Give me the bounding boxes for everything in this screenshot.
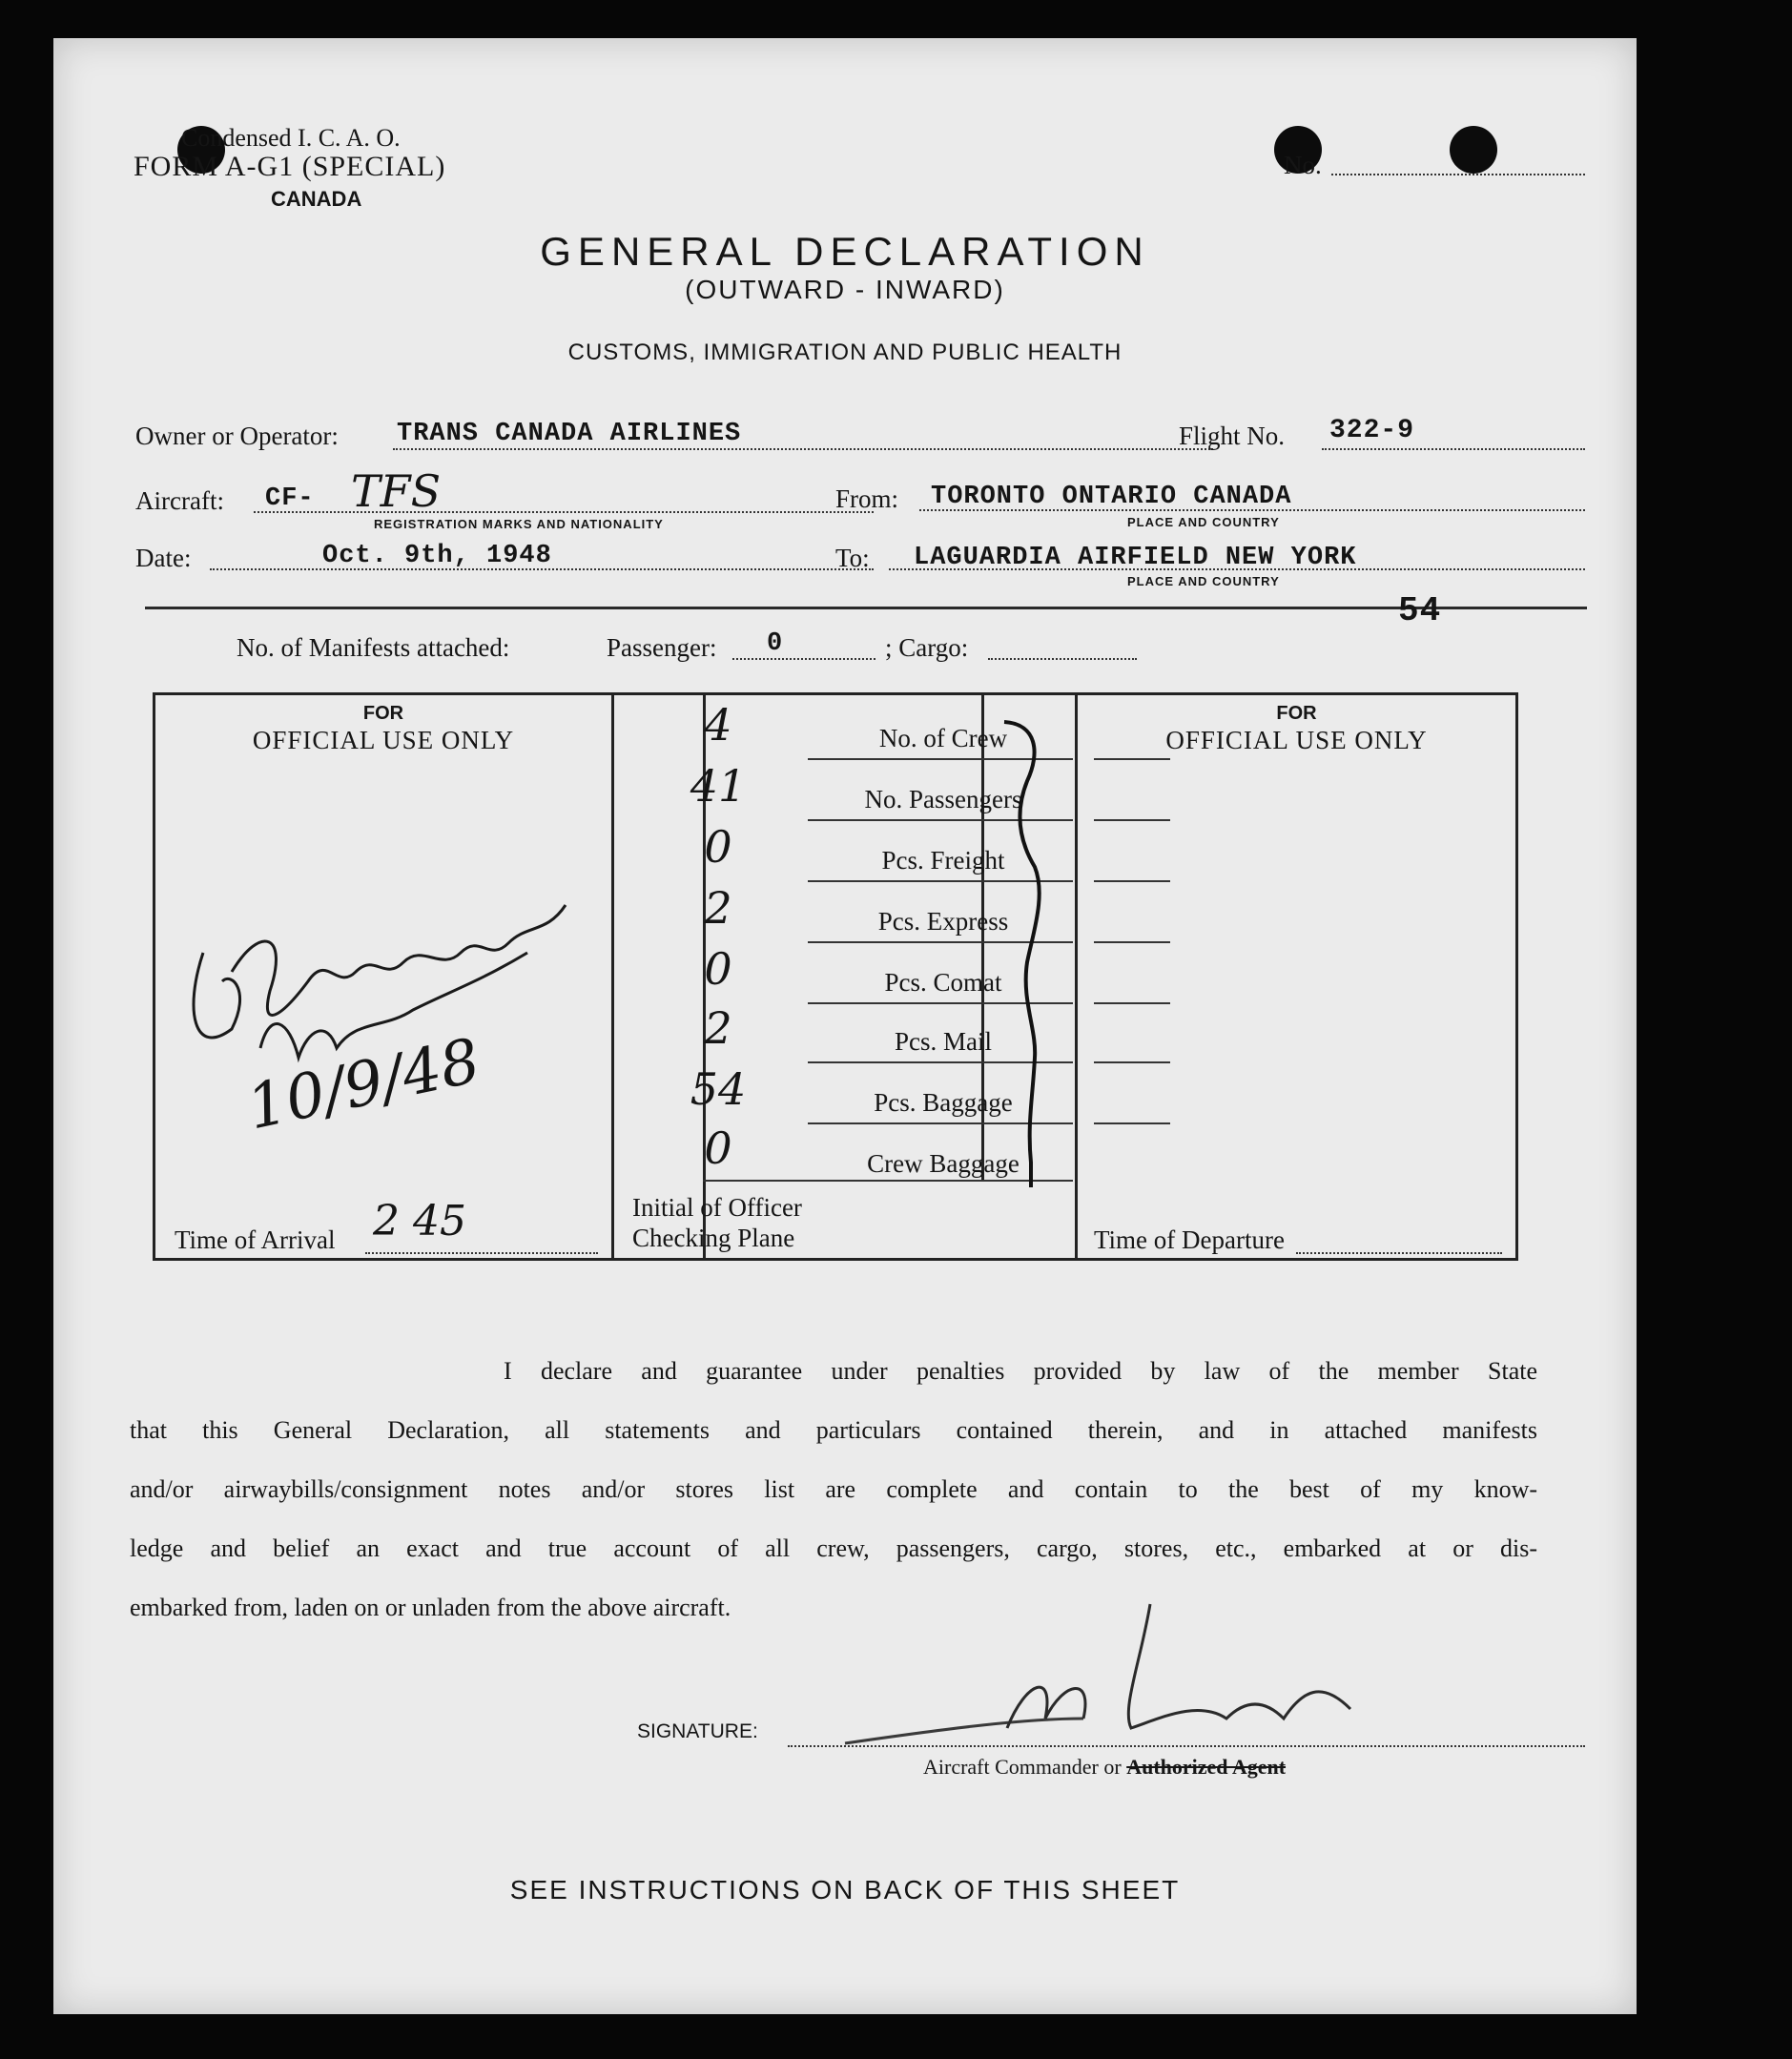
row-line-right [1094,1002,1170,1004]
passengers-label: No. Passengers [864,785,1022,813]
date-field [210,568,874,570]
row-line-right [1094,880,1170,882]
passenger-value[interactable]: 0 [767,629,784,658]
time-departure-field [1296,1252,1502,1254]
initial-label-1: Initial of Officer [632,1193,802,1222]
row-line-right [1094,819,1170,821]
to-field [889,568,1585,570]
row-line-right [1094,758,1170,760]
aircraft-field [254,511,874,513]
owner-label: Owner or Operator: [135,422,339,450]
official-handwriting [165,867,613,1182]
footer-instructions: SEE INSTRUCTIONS ON BACK OF THIS SHEET [509,1875,1181,1905]
header-rule [145,607,1587,609]
signature-role [923,1755,1286,1780]
cargo-label: ; Cargo: [885,633,969,662]
express-label: Pcs. Express [877,907,1009,936]
aircraft-value[interactable]: CF- [265,484,315,513]
freight-value[interactable]: 0 [704,821,732,873]
baggage-label: Pcs. Baggage [874,1088,1013,1117]
to-value[interactable]: LAGUARDIA AIRFIELD NEW YORK [914,544,1357,572]
baggage-value[interactable]: 54 [690,1063,747,1115]
to-label: To: [835,544,870,572]
flight-value[interactable]: 322-9 [1329,416,1415,445]
no-label: No. [1284,151,1322,179]
flight-label: Flight No. [1179,422,1286,450]
declaration-line-3: and/or airwaybills/consignment notes and/or stores list are complete and contain to the best of my know- [130,1475,1537,1503]
crew-count-value[interactable]: 4 [704,699,732,751]
country-label: CANADA [271,187,362,211]
row-line-right [1094,941,1170,943]
left-official-label: OFFICIAL USE ONLY [252,726,515,754]
from-value[interactable]: TORONTO ONTARIO CANADA [931,483,1292,511]
date-label: Date: [135,544,192,572]
declaration-line-5: embarked from, laden on or unladen from the above aircraft. [130,1594,731,1621]
right-official-for: FOR [1276,703,1317,724]
passenger-label: Passenger: [607,633,717,662]
signature-role-struck: Authorized Agent [1126,1755,1287,1779]
time-arrival-field [365,1252,598,1254]
passengers-value[interactable]: 41 [690,760,747,812]
crew-baggage-value[interactable]: 0 [704,1122,732,1174]
manifests-label: No. of Manifests attached: [237,633,510,662]
initial-label-2: Checking Plane [632,1224,795,1252]
passenger-field [732,658,875,660]
comat-value[interactable]: 0 [704,943,732,995]
comat-label: Pcs. Comat [884,968,1002,997]
form-id: FORM A-G1 (SPECIAL) [134,151,446,182]
table-divider-4 [1075,695,1078,1258]
no-field [1331,174,1585,175]
page-subtitle: (OUTWARD - INWARD) [685,275,1005,304]
page-title: GENERAL DECLARATION [540,229,1150,274]
stamp-date: 10/9/48 [241,1025,486,1144]
to-caption: PLACE AND COUNTRY [1127,574,1280,588]
declaration-sheet [53,38,1637,2014]
from-caption: PLACE AND COUNTRY [1127,515,1280,529]
time-arrival-label: Time of Arrival [175,1225,336,1254]
corner-number: 54 [1398,591,1442,630]
flight-field [1322,448,1585,450]
mail-value[interactable]: 2 [704,1002,732,1054]
row-line-right [1094,1061,1170,1063]
authority-subtitle: CUSTOMS, IMMIGRATION AND PUBLIC HEALTH [567,340,1123,365]
bracket-mark [999,714,1065,1191]
mail-label: Pcs. Mail [894,1027,992,1056]
freight-label: Pcs. Freight [881,846,1005,875]
signature-mark [835,1585,1370,1757]
aircraft-label: Aircraft: [135,486,224,515]
express-value[interactable]: 2 [704,882,732,934]
punch-hole-right-2 [1450,126,1497,174]
signature-label: SIGNATURE: [637,1720,758,1742]
signature-role-prefix: Aircraft Commander or [923,1755,1122,1779]
owner-field [393,448,1213,450]
crew-count-label: No. of Crew [878,724,1008,752]
cargo-field [988,658,1137,660]
date-value[interactable]: Oct. 9th, 1948 [322,542,552,570]
condensed-label: Condensed I. C. A. O. [181,124,401,152]
owner-value[interactable]: TRANS CANADA AIRLINES [397,420,742,448]
time-arrival-value[interactable]: 2 45 [373,1197,466,1246]
from-label: From: [835,484,899,513]
time-departure-label: Time of Departure [1094,1225,1285,1254]
declaration-line-1: I declare and guarantee under penalties provided by law of the member State [504,1357,1537,1385]
row-line-right [1094,1122,1170,1124]
left-official-for: FOR [362,703,404,724]
declaration-line-4: ledge and belief an exact and true account of all crew, passengers, cargo, stores, etc., embarked at or dis- [130,1534,1537,1562]
right-official-label: OFFICIAL USE ONLY [1165,726,1428,754]
aircraft-handwritten: TFS [351,465,442,517]
aircraft-caption: REGISTRATION MARKS AND NATIONALITY [374,517,664,531]
manifest-table [153,692,1518,1261]
from-field [919,509,1585,511]
declaration-line-2: that this General Declaration, all statements and particulars contained therein, and in attached manifests [130,1416,1537,1444]
crew-baggage-label: Crew Baggage [867,1149,1020,1178]
